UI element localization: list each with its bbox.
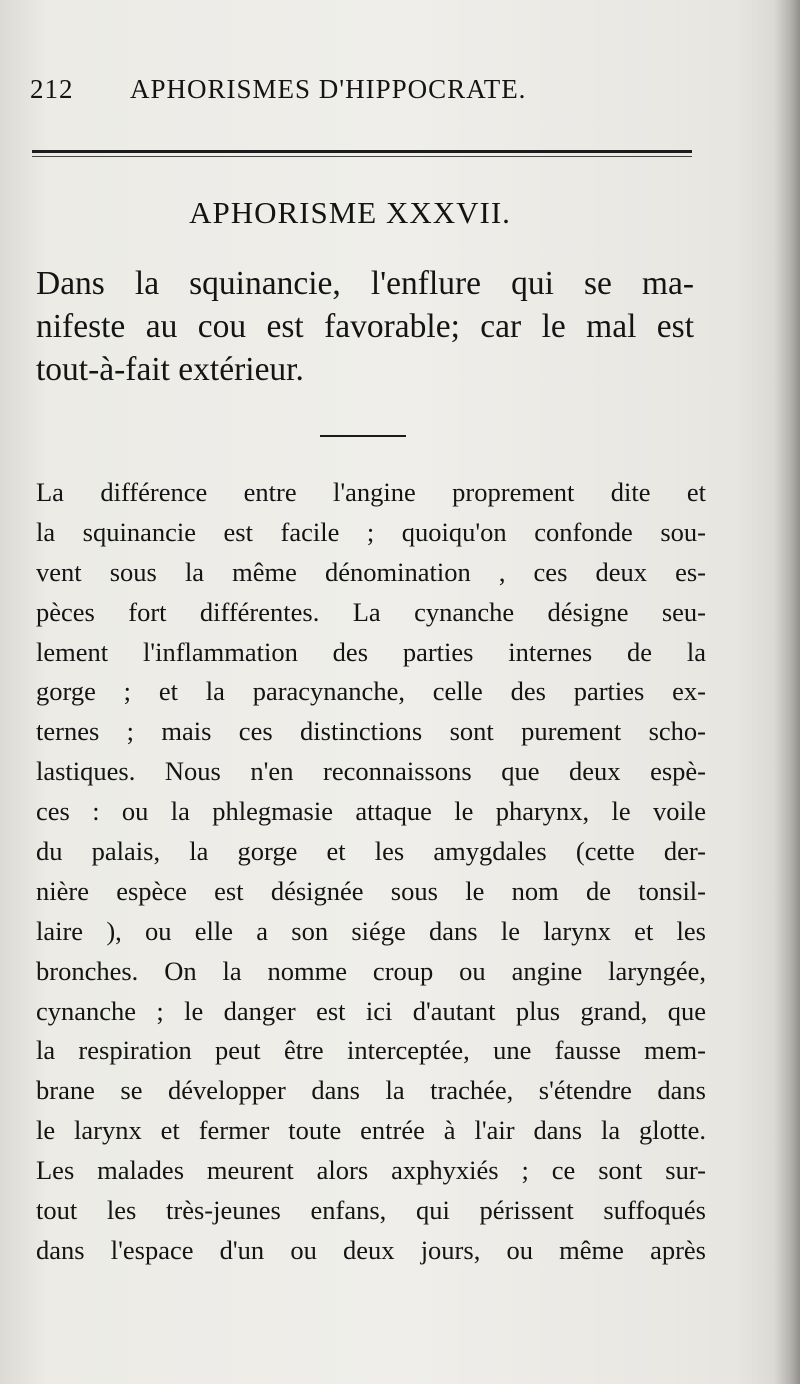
commentary-line: lastiques. Nous n'en reconnaissons que deux espè- [36,756,706,787]
aphorism-text [36,262,694,391]
commentary-line: la respiration peut être interceptée, une fausse mem- [36,1035,706,1066]
header-rule [32,150,692,153]
running-title: APHORISMES D'HIPPOCRATE. [130,74,527,104]
header-rule-thin [32,156,692,157]
aphorism-line: Dans la squinancie, l'enflure qui se ma- [36,265,694,302]
commentary-line: Les malades meurent alors axphyxiés ; ce sont sur- [36,1155,706,1186]
section-separator [320,435,406,437]
aphorism-line: tout-à-fait extérieur. [36,351,304,388]
commentary-line: laire ), ou elle a son siége dans le larynx et les [36,915,706,946]
aphorism-title: APHORISME XXXVII. [189,195,511,230]
commentary-line: La différence entre l'angine proprement dite et [36,477,706,507]
commentary-line: tout les très-jeunes enfans, qui périssent suffoqués [36,1195,706,1226]
aphorism-line: nifeste au cou est favorable; car le mal est [36,308,694,345]
commentary-line: nière espèce est désignée sous le nom de tonsil- [36,875,706,906]
commentary-line: la squinancie est facile ; quoiqu'on confonde sou- [36,516,706,547]
running-header [30,74,730,114]
commentary-line: ces : ou la phlegmasie attaque le pharynx, le voile [36,796,706,827]
commentary-line: brane se développer dans la trachée, s'étendre dans [36,1075,706,1106]
commentary-line: ternes ; mais ces distinctions sont purement scho- [36,716,706,747]
commentary-line: le larynx et fermer toute entrée à l'air dans la glotte. [36,1115,706,1146]
page-edge-shadow [774,0,800,1384]
commentary-line: dans l'espace d'un ou deux jours, ou même après [36,1234,706,1265]
commentary-line: gorge ; et la paracynanche, celle des parties ex- [36,676,706,707]
commentary-line: lement l'inflammation des parties internes de la [36,636,706,667]
commentary-line: pèces fort différentes. La cynanche désigne seu- [36,596,706,627]
page-number: 212 [30,74,74,104]
commentary-line: cynanche ; le danger est ici d'autant plus grand, que [36,995,706,1026]
commentary-text [36,473,706,1271]
commentary-line: vent sous la même dénomination , ces deux es- [36,556,706,587]
commentary-line: du palais, la gorge et les amygdales (cette der- [36,836,706,867]
commentary-line: bronches. On la nomme croup ou angine laryngée, [36,955,706,986]
